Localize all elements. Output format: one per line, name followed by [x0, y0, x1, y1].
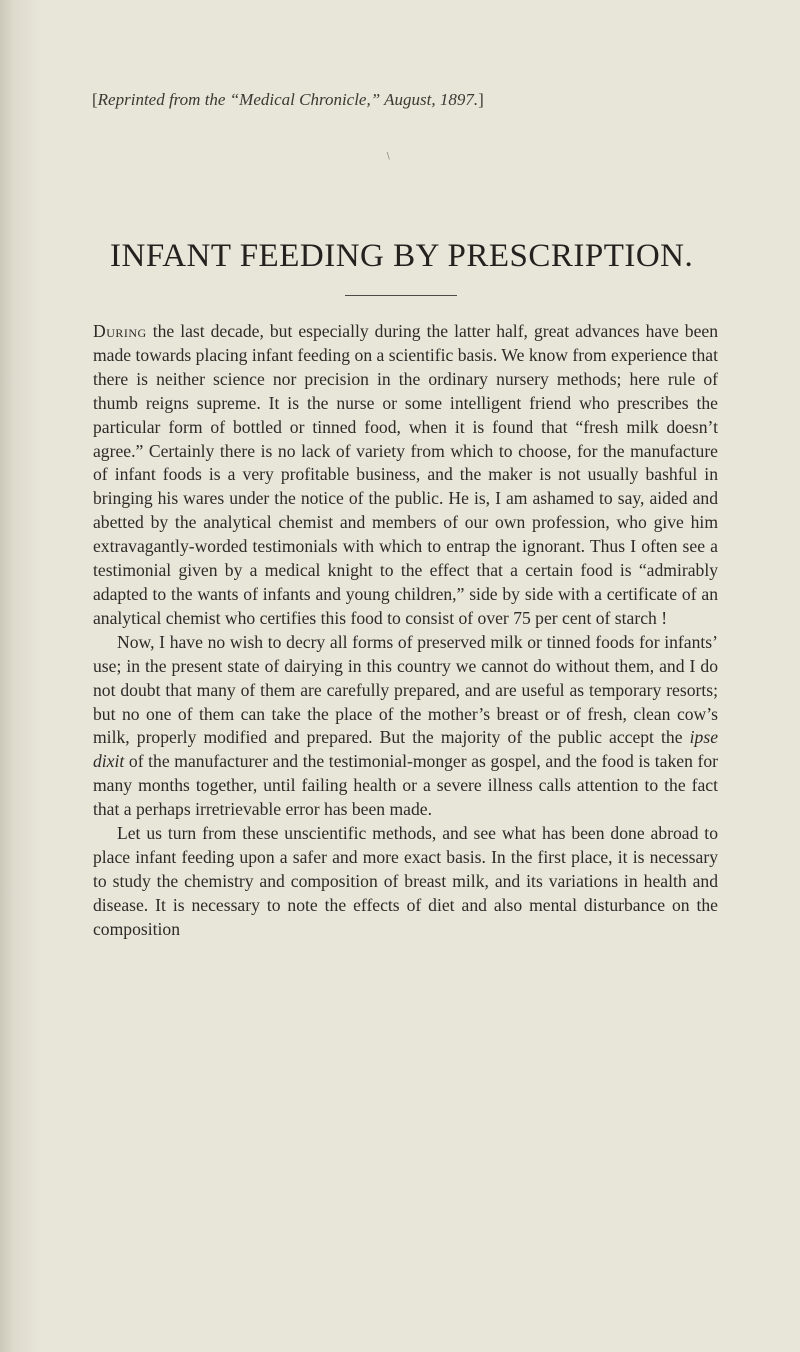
- article-title: INFANT FEEDING BY PRESCRIPTION.: [110, 238, 694, 274]
- paragraph-3: Let us turn from these unscientific methods, and see what has been done abroad to place infant feeding upon a safer and more exact basis. In the first place, it is necessary to study the chemistry and composition of breast milk, and its variations in health and disease. It is necessary to note the effects of diet and also mental disturbance on the composition: [93, 823, 718, 939]
- paragraph-2: [93, 631, 718, 822]
- lead-word: During: [93, 321, 147, 341]
- reprint-note: Reprinted from the “Medical Chronicle,” August, 1897.: [97, 90, 479, 109]
- bracket-open: [: [92, 90, 98, 109]
- stray-mark-icon: ∖: [385, 151, 391, 161]
- article-body: [93, 320, 718, 942]
- bracket-close: ]: [478, 90, 484, 109]
- paragraph-2-text-b: of the manufacturer and the testimonial-monger as gospel, and the food is taken for many months together, until failing health or a severe illness calls attention to the fact that a perhaps irretrievable error has been made.: [93, 751, 718, 820]
- paragraph-1-text: the last decade, but especially during the latter half, great advances have been made towards placing infant feeding on a scientific basis. We know from experience that there is neither science nor precision in the ordinary nursery methods; here rule of thumb reigns supreme. It is the nurse or some intelligent friend who prescribes the particular form of bottled or tinned food, when it is found that “fresh milk doesn’t agree.” Certainly there is no lack of variety from which to choose, for the manufacture of infant foods is a very profitable business, and the maker is not usually bashful in bringing his wares under the notice of the public. He is, I am ashamed to say, aided and abetted by the analytical chemist and members of our own profession, who give him extravagantly-worded testimonials with which to entrap the ignorant. Thus I often see a testimonial given by a medical knight to the effect that a certain food is “admirably adapted to the wants of infants and young children,” side by side with a certificate of an analytical chemist who certifies this food to consist of over 75 per cent of starch !: [93, 321, 718, 628]
- paragraph-1: [93, 320, 718, 631]
- title-divider: [345, 295, 457, 296]
- paragraph-2-italic: ipse dixit: [93, 727, 718, 772]
- paragraph-2-text-a: Now, I have no wish to decry all forms of preserved milk or tinned foods for infants’ use; in the present state of dairying in this country we cannot do without them, and I do not doubt that many of them are carefully prepared, and are useful as temporary resorts; but no one of them can take the place of the mother’s breast or of fresh, clean cow’s milk, properly modified and prepared. But the majority of the public accept the: [93, 631, 718, 748]
- reprint-header: [92, 90, 712, 110]
